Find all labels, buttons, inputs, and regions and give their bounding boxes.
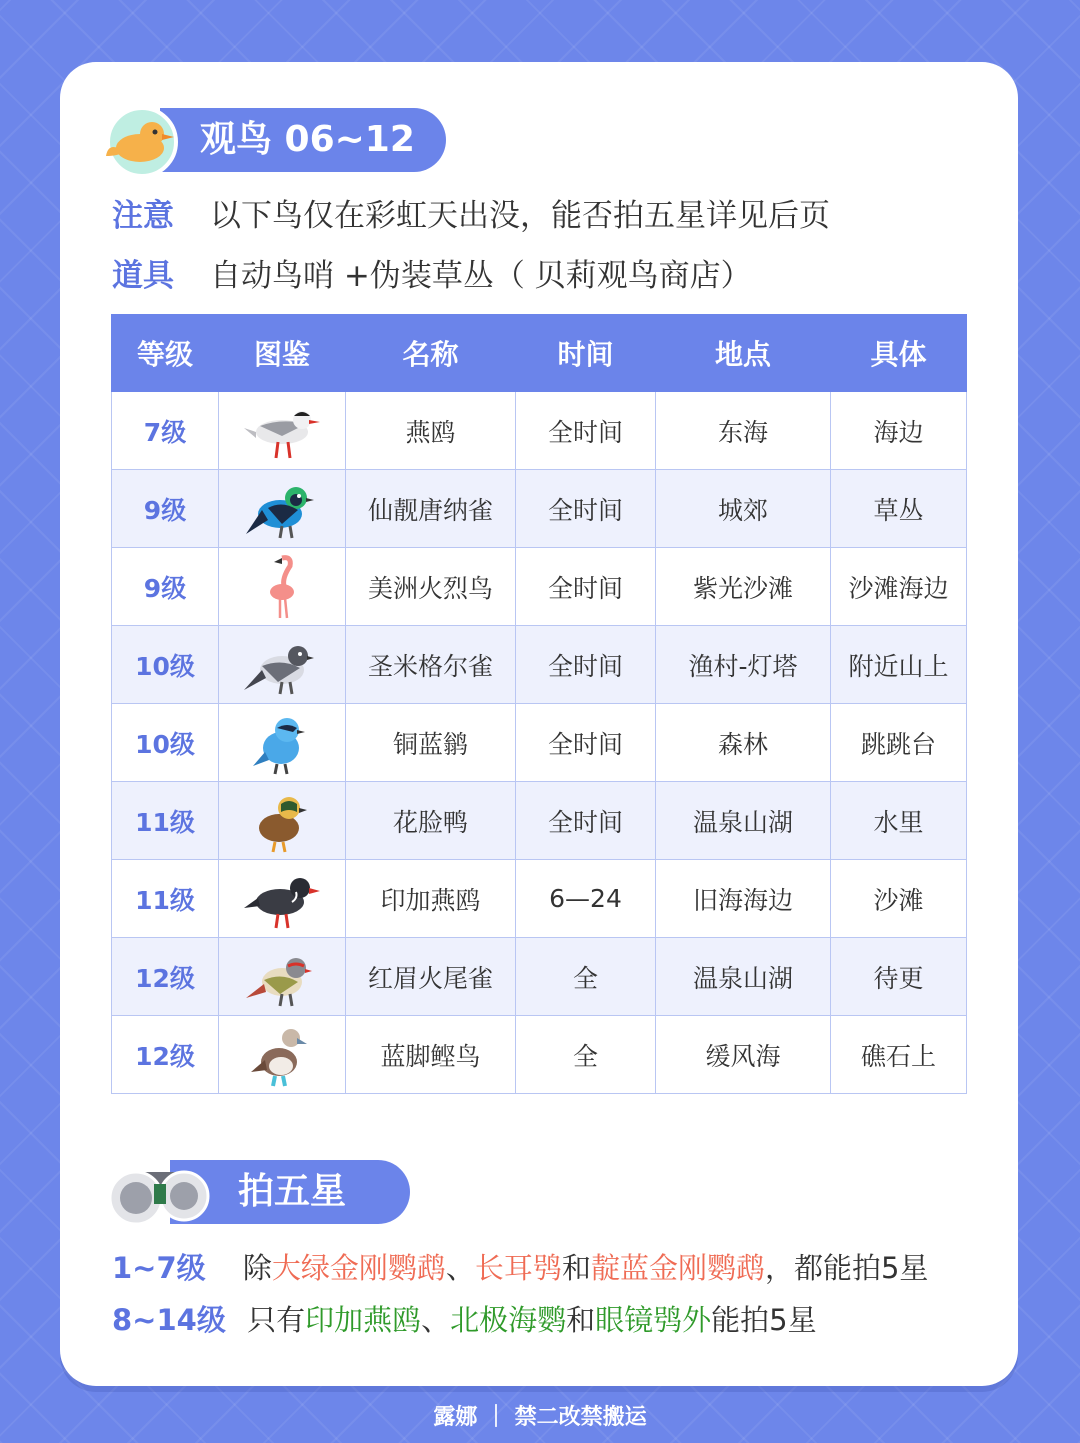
cell-detail: 水里 bbox=[831, 782, 967, 860]
booby-icon bbox=[247, 1020, 317, 1090]
cell-time: 全时间 bbox=[516, 626, 656, 704]
table-row bbox=[112, 938, 967, 1016]
cell-detail: 海边 bbox=[831, 392, 967, 470]
cell-place: 东海 bbox=[656, 392, 831, 470]
cell-time: 全时间 bbox=[516, 548, 656, 626]
cell-detail: 跳跳台 bbox=[831, 704, 967, 782]
header-image: 图鉴 bbox=[219, 315, 346, 392]
cell-detail: 沙滩 bbox=[831, 860, 967, 938]
cell-time: 全时间 bbox=[516, 470, 656, 548]
cell-place: 缓风海 bbox=[656, 1016, 831, 1094]
cell-place: 温泉山湖 bbox=[656, 782, 831, 860]
five-star-level-label: 8~14级 bbox=[112, 1303, 226, 1337]
firetail-icon bbox=[242, 942, 322, 1012]
text-segment: 只有 bbox=[247, 1303, 306, 1337]
header-place: 地点 bbox=[656, 315, 831, 392]
table-row bbox=[112, 626, 967, 704]
cell-name: 铜蓝鹟 bbox=[346, 704, 516, 782]
cell-level: 12级 bbox=[112, 1016, 219, 1094]
text-segment: 和 bbox=[566, 1303, 596, 1337]
note-label: 注意 bbox=[112, 198, 174, 234]
highlight-bird: 北极海鹦 bbox=[450, 1303, 567, 1337]
cell-detail: 附近山上 bbox=[831, 626, 967, 704]
note-label: 道具 bbox=[112, 258, 174, 294]
cell-time: 全 bbox=[516, 938, 656, 1016]
cell-place: 紫光沙滩 bbox=[656, 548, 831, 626]
cell-level: 7级 bbox=[112, 392, 219, 470]
cell-time: 全时间 bbox=[516, 392, 656, 470]
bird-table bbox=[111, 314, 967, 1094]
cell-place: 城郊 bbox=[656, 470, 831, 548]
table-row bbox=[112, 1016, 967, 1094]
five-star-line-1 bbox=[112, 1246, 928, 1287]
text-segment: 除 bbox=[242, 1251, 272, 1285]
table-row bbox=[112, 470, 967, 548]
header-detail: 具体 bbox=[831, 315, 967, 392]
cell-name: 美洲火烈鸟 bbox=[346, 548, 516, 626]
cell-level: 10级 bbox=[112, 626, 219, 704]
cell-level: 10级 bbox=[112, 704, 219, 782]
table-row bbox=[112, 782, 967, 860]
cell-place: 森林 bbox=[656, 704, 831, 782]
header-level: 等级 bbox=[112, 315, 219, 392]
footer-credit: 露娜 ｜ 禁二改禁搬运 bbox=[433, 1405, 647, 1430]
highlight-bird: 大绿金刚鹦鹉 bbox=[271, 1251, 446, 1285]
cell-detail: 礁石上 bbox=[831, 1016, 967, 1094]
note-tools bbox=[112, 250, 752, 295]
cell-level: 11级 bbox=[112, 782, 219, 860]
table-row bbox=[112, 548, 967, 626]
cell-place: 旧海海边 bbox=[656, 860, 831, 938]
cell-time: 全时间 bbox=[516, 782, 656, 860]
note-text: 以下鸟仅在彩虹天出没，能否拍五星详见后页 bbox=[210, 198, 830, 234]
note-text: 自动鸟哨 +伪装草丛（ 贝莉观鸟商店） bbox=[210, 258, 752, 294]
highlight-bird: 眼镜鸮外 bbox=[595, 1303, 712, 1337]
text-segment: 、 bbox=[445, 1251, 475, 1285]
cell-place: 温泉山湖 bbox=[656, 938, 831, 1016]
tanager-icon bbox=[242, 474, 322, 544]
five-star-line-2 bbox=[112, 1298, 817, 1339]
cell-detail: 草丛 bbox=[831, 470, 967, 548]
table-row bbox=[112, 860, 967, 938]
table-row bbox=[112, 704, 967, 782]
cell-level: 9级 bbox=[112, 470, 219, 548]
cell-name: 花脸鸭 bbox=[346, 782, 516, 860]
duck-icon bbox=[247, 786, 317, 856]
table-row bbox=[112, 392, 967, 470]
cell-name: 仙靓唐纳雀 bbox=[346, 470, 516, 548]
highlight-bird: 长耳鸮 bbox=[474, 1251, 562, 1285]
five-star-title: 拍五星 bbox=[238, 1171, 347, 1212]
cell-place: 渔村-灯塔 bbox=[656, 626, 831, 704]
inca-tern-icon bbox=[242, 864, 322, 934]
cell-name: 燕鸥 bbox=[346, 392, 516, 470]
note-attention bbox=[112, 190, 830, 235]
binoculars-icon bbox=[104, 1162, 214, 1230]
cell-name: 红眉火尾雀 bbox=[346, 938, 516, 1016]
five-star-level-label: 1~7级 bbox=[112, 1251, 206, 1285]
cell-level: 12级 bbox=[112, 938, 219, 1016]
text-segment: 能拍5星 bbox=[711, 1303, 817, 1337]
cell-level: 11级 bbox=[112, 860, 219, 938]
header-name: 名称 bbox=[346, 315, 516, 392]
flamingo-icon bbox=[252, 552, 312, 622]
text-segment: ，都能拍5星 bbox=[764, 1251, 929, 1285]
highlight-bird: 靛蓝金刚鹦鹉 bbox=[590, 1251, 765, 1285]
table-header bbox=[112, 315, 967, 392]
bird-icon bbox=[104, 104, 180, 180]
cell-time: 全 bbox=[516, 1016, 656, 1094]
cell-name: 蓝脚鲣鸟 bbox=[346, 1016, 516, 1094]
text-segment: 、 bbox=[421, 1303, 451, 1337]
tern-icon bbox=[242, 396, 322, 466]
cell-name: 圣米格尔雀 bbox=[346, 626, 516, 704]
text-segment: 和 bbox=[561, 1251, 591, 1285]
title-text: 观鸟 06~12 bbox=[200, 119, 415, 160]
cell-time: 6—24 bbox=[516, 860, 656, 938]
cell-detail: 待更 bbox=[831, 938, 967, 1016]
section-title-birdwatching bbox=[160, 108, 446, 172]
sparrow-icon bbox=[242, 630, 322, 700]
cell-detail: 沙滩海边 bbox=[831, 548, 967, 626]
header-time: 时间 bbox=[516, 315, 656, 392]
cell-level: 9级 bbox=[112, 548, 219, 626]
cell-name: 印加燕鸥 bbox=[346, 860, 516, 938]
bluebird-icon bbox=[247, 708, 317, 778]
cell-time: 全时间 bbox=[516, 704, 656, 782]
highlight-bird: 印加燕鸥 bbox=[305, 1303, 422, 1337]
